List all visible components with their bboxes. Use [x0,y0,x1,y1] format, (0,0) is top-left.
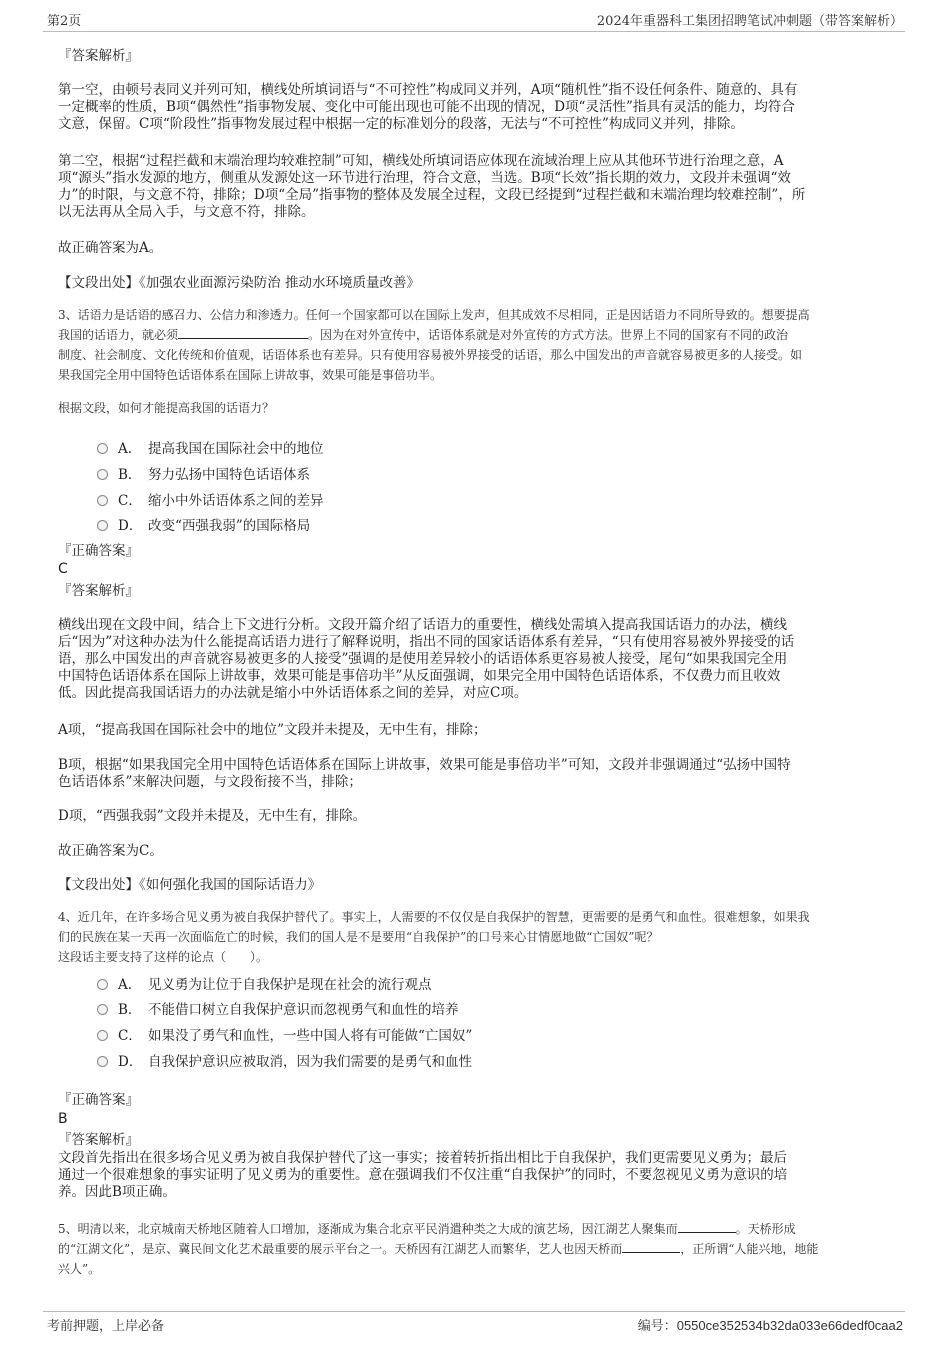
q2-analysis-para2 [58,153,805,221]
document-title: 2024年重器科工集团招聘笔试冲刺题（带答案解析） [596,14,903,29]
text-line: 低。因此提高我国话语力的办法就是缩小中外话语体系之间的差异，对应C项。 [58,685,528,701]
q5-stem [58,1219,818,1279]
text-line: 色话语体系”来解决问题，与文段衔接不当，排除； [58,774,362,790]
q4-option-d[interactable] [97,1050,472,1070]
q2-analysis-label: 『答案解析』 [58,48,139,64]
text-line: 通过一个很难想象的事实证明了见义勇为的重要性。意在强调我们不仅注重“自我保护”的同时，不要忽视见义勇为意识的培 [58,1167,788,1183]
fill-blank [678,1220,736,1233]
q3-option-d[interactable] [97,514,310,534]
footer-slogan: 考前押题，上岸必备 [47,1319,165,1334]
option-letter: B． [118,1002,142,1018]
text-line: 果我国完全用中国特色话语体系在国际上讲故事，效果可能是事倍功半。 [58,368,443,382]
q3-option-c[interactable] [97,489,324,509]
option-text: 如果没了勇气和血性，一些中国人将有可能做“亡国奴” [148,1028,473,1044]
option-text: 改变“西强我弱”的国际格局 [148,518,311,534]
option-text: 缩小中外话语体系之间的差异 [148,493,324,509]
radio-icon[interactable] [97,979,108,990]
radio-icon[interactable] [97,443,108,454]
radio-icon[interactable] [97,469,108,480]
text-line: 文意，保留。C项“阶段性”指事物发展过程中根据一定的标准划分的段落，无法与“不可控性”构成同义并列，排除。 [58,116,744,132]
q4-stem [58,907,810,967]
text-line: 横线出现在文段中间，结合上下文进行分析。文段开篇介绍了话语力的重要性，横线处需填入提高我国话语力的办法，横线 [58,617,787,633]
option-letter: D． [118,1054,143,1070]
q2-source: 【文段出处】《加强农业面源污染防治 推动水环境质量改善》 [58,275,421,291]
footer-code [638,1315,903,1334]
code-label: 编号： [637,1319,677,1334]
radio-icon[interactable] [97,1030,108,1041]
text-fragment: 我国的话语力，就必须 [58,328,179,342]
q2-analysis-para1 [58,82,797,133]
text-line: 一定概率的性质，B项“偶然性”指事物发展、变化中可能出现也可能不出现的情况，D项“灵活性”指具有灵活的能力，均符合 [58,99,795,115]
radio-icon[interactable] [97,1056,108,1067]
q3-question: 根据文段，如何才能提高我国的话语力？ [58,401,275,415]
q3-option-a[interactable] [97,437,324,457]
text-line: 中国特色话语体系在国际上讲故事，效果可能是事倍功半”从反面强调，如果完全用中国特色话语体系，不仅费力而且收效 [58,668,781,684]
text-line: 3、话语力是话语的感召力、公信力和渗透力。任何一个国家都可以在国际上发声，但其成效不尽相同，正是因话语力不同所导致的。想要提高 [58,308,810,322]
header-divider [43,31,905,32]
q3-answer-label: 『正确答案』 [58,543,139,559]
fill-blank [178,326,308,339]
page-number: 第2页 [47,14,82,29]
q4-option-a[interactable] [97,973,432,993]
text-line: 文段首先指出在很多场合见义勇为被自我保护替代了这一事实；接着转折指出相比于自我保护，我们更需要见义勇为；最后 [58,1150,787,1166]
text-line: B项，根据“如果我国完全用中国特色话语体系在国际上讲故事，效果可能是事倍功半”可知，文段并非强调通过“弘扬中国特 [58,757,791,773]
radio-icon[interactable] [97,1004,108,1015]
q3-answer: C [58,561,68,577]
q2-conclusion: 故正确答案为A。 [58,240,163,256]
text-line: 项“源头”指水发源的地方，侧重从发源处这一环节进行治理，符合文意，当选。B项“长效”指长期的效力，文段并未强调“效 [58,170,791,186]
option-text: 努力弘扬中国特色话语体系 [148,467,310,483]
text-fragment: 。天桥形成 [735,1222,796,1236]
text-line [58,325,810,345]
radio-icon[interactable] [97,495,108,506]
footer-divider [43,1311,905,1312]
text-fragment: ，正所谓“人能兴地，地能 [680,1242,819,1256]
text-line: 以无法再从全局入手，与文意不符，排除。 [58,204,315,220]
text-line: 力”的时限，与文意不符，排除；D项“全局”指事物的整体及发展全过程，文段已经提到“过程拦截和末端治理均较难控制”，所 [58,187,806,203]
radio-icon[interactable] [97,520,108,531]
text-fragment: 5、明清以来，北京城南天桥地区随着人口增加，逐渐成为集合北京平民消遣种类之大成的演艺场，因江湖艺人聚集而 [58,1222,678,1236]
q3-stem [58,305,810,385]
q3-conclusion: 故正确答案为C。 [58,843,163,859]
option-letter: B． [118,467,142,483]
q3-note-b [58,757,791,791]
q4-answer: B [58,1111,68,1127]
option-letter: D． [118,518,143,534]
text-line: 第一空，由顿号表同义并列可知，横线处所填词语与“不可控性”构成同义并列，A项“随机性”指不设任何条件、随意的、具有 [58,82,798,98]
fill-blank [622,1240,680,1253]
text-line: 这段话主要支持了这样的论点（ ）。 [58,950,269,964]
option-letter: A． [118,977,142,993]
text-line: 语，那么中国发出的声音就容易被更多的人接受”强调的是使用差异较小的话语体系更容易被人接受，尾句“如果我国完全用 [58,651,788,667]
text-line: 4、近几年，在许多场合见义勇为被自我保护替代了。事实上，人需要的不仅仅是自我保护的智慧，更需要的是勇气和血性。很难想象，如果我 [58,910,810,924]
q3-source: 【文段出处】《如何强化我国的国际话语力》 [58,877,322,893]
q4-analysis [58,1150,787,1201]
option-letter: A． [118,441,142,457]
q4-option-c[interactable] [97,1024,472,1044]
option-text: 不能借口树立自我保护意识而忽视勇气和血性的培养 [148,1002,459,1018]
q3-note-a: A项，“提高我国在国际社会中的地位”文段并未提及，无中生有，排除； [58,722,487,738]
text-line: 制度、社会制度、文化传统和价值观，话语体系也有差异。只有使用容易被外界接受的话语，那么中国发出的声音就容易被更多的人接受。如 [58,348,803,362]
option-letter: C． [118,1028,142,1044]
text-line: 后“因为”对这种办法为什么能提高话语力进行了解释说明，指出不同的国家话语体系有差异，“只有使用容易被外界接受的话 [58,634,795,650]
text-line: 养。因此B项正确。 [58,1184,176,1200]
q4-option-b[interactable] [97,998,459,1018]
text-line: 兴人”。 [58,1262,101,1276]
text-line: 第二空，根据“过程拦截和末端治理均较难控制”可知，横线处所填词语应体现在流域治理上应从其他环节进行治理之意，A [58,153,784,169]
code-value: 0550ce352534b32da033e66dedf0caa2 [676,1318,903,1333]
option-text: 见义勇为让位于自我保护是现在社会的流行观点 [148,977,432,993]
q4-answer-label: 『正确答案』 [58,1092,139,1108]
text-line [58,1219,818,1239]
text-line [58,1239,818,1259]
q3-analysis-label: 『答案解析』 [58,583,139,599]
option-text: 提高我国在国际社会中的地位 [148,441,324,457]
text-line: 们的民族在某一天再一次面临危亡的时候，我们的国人是不是要用“自我保护”的口号来心甘情愿地做“亡国奴”呢？ [58,930,659,944]
q3-analysis [58,617,794,702]
q4-analysis-label: 『答案解析』 [58,1132,139,1148]
option-text: 自我保护意识应被取消，因为我们需要的是勇气和血性 [148,1054,472,1070]
q3-option-b[interactable] [97,463,310,483]
option-letter: C． [118,493,142,509]
text-fragment: 。因为在对外宣传中，话语体系就是对外宣传的方式方法。世界上不同的国家有不同的政治 [308,328,789,342]
q3-note-d: D项，“西强我弱”文段并未提及，无中生有，排除。 [58,808,367,824]
text-fragment: 的“江湖文化”，是京、冀民间文化艺术最重要的展示平台之一。天桥因有江湖艺人而繁华，艺人也因天桥而 [58,1242,623,1256]
